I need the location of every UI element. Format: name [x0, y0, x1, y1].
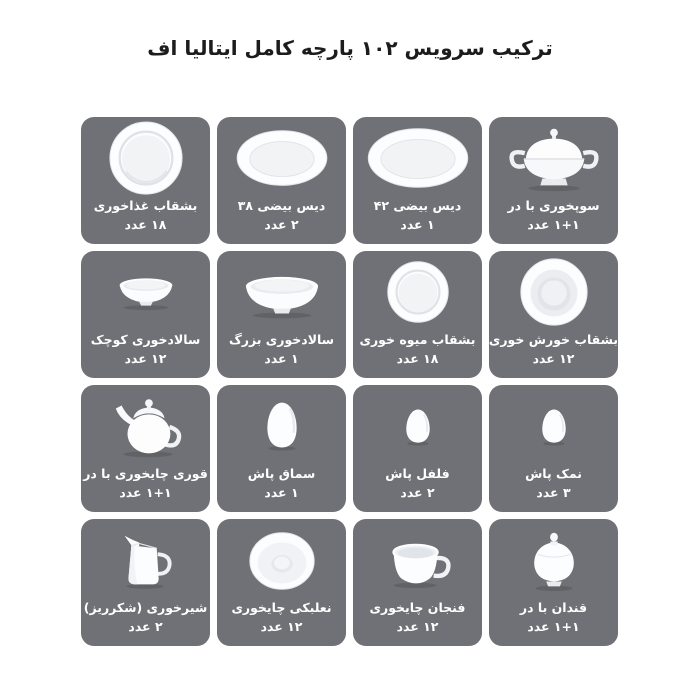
milk-jug-icon [86, 522, 206, 600]
item-count-label: ۱۲ عدد [124, 350, 167, 366]
item-count-label: ۲ عدد [128, 618, 163, 634]
tea-saucer-icon [222, 522, 342, 600]
grid-cell [81, 251, 210, 378]
grid-cell [81, 519, 210, 646]
grid-cell [81, 385, 210, 512]
item-count-label: ۳ عدد [536, 484, 571, 500]
item-count-label: ۱۲ عدد [532, 350, 575, 366]
sugar-bowl-icon [494, 522, 614, 600]
sumac-shaker-icon [222, 388, 342, 466]
grid-cell [489, 251, 618, 378]
item-count-label: ۱۸ عدد [124, 216, 167, 232]
item-name-label: سوپخوری با در [507, 198, 600, 213]
tea-cup-icon [358, 522, 478, 600]
oval-dish-38-icon [222, 120, 342, 198]
item-count-label: ۱۸ عدد [396, 350, 439, 366]
item-count-label: ۱ عدد [264, 350, 299, 366]
item-count-label: ۱ عدد [400, 216, 435, 232]
oval-dish-42-icon [358, 120, 478, 198]
grid-cell [353, 385, 482, 512]
item-name-label: شیرخوری (شکرریز) [83, 600, 208, 615]
item-name-label: قندان با در [519, 600, 588, 615]
grid-cell [489, 117, 618, 244]
grid-cell [217, 519, 346, 646]
grid-cell [353, 251, 482, 378]
items-grid [81, 117, 618, 646]
item-count-label: ۱+۱ عدد [527, 618, 580, 634]
grid-cell [489, 385, 618, 512]
teapot-icon [86, 388, 206, 466]
item-name-label: فلفل پاش [385, 466, 450, 481]
page-title: ترکیب سرویس ۱۰۲ پارچه کامل ایتالیا اف [147, 36, 553, 60]
item-name-label: بشقاب میوه خوری [359, 332, 476, 347]
salt-shaker-icon [494, 388, 614, 466]
item-name-label: بشقاب خورش خوری [489, 332, 618, 347]
item-name-label: قوری چایخوری با در [83, 466, 208, 481]
grid-cell [489, 519, 618, 646]
item-name-label: دیس بیضی ۳۸ [237, 198, 326, 213]
item-count-label: ۱+۱ عدد [527, 216, 580, 232]
grid-cell [217, 385, 346, 512]
item-count-label: ۲ عدد [400, 484, 435, 500]
item-name-label: سالادخوری کوچک [90, 332, 201, 347]
stew-plate-icon [494, 254, 614, 332]
item-count-label: ۲ عدد [264, 216, 299, 232]
salad-bowl-small-icon [86, 254, 206, 332]
grid-cell [217, 117, 346, 244]
salad-bowl-large-icon [222, 254, 342, 332]
item-name-label: بشقاب غذاخوری [93, 198, 198, 213]
item-name-label: نعلبکی چایخوری [231, 600, 332, 615]
item-count-label: ۱۲ عدد [260, 618, 303, 634]
item-name-label: سالادخوری بزرگ [228, 332, 335, 347]
item-count-label: ۱+۱ عدد [119, 484, 172, 500]
item-count-label: ۱۲ عدد [396, 618, 439, 634]
grid-cell [353, 117, 482, 244]
dinner-plate-icon [86, 120, 206, 198]
item-name-label: فنجان چایخوری [369, 600, 466, 615]
item-name-label: نمک پاش [525, 466, 582, 481]
item-name-label: سماق پاش [247, 466, 316, 481]
soup-tureen-icon [494, 120, 614, 198]
item-count-label: ۱ عدد [264, 484, 299, 500]
fruit-plate-icon [358, 254, 478, 332]
grid-cell [353, 519, 482, 646]
grid-cell [81, 117, 210, 244]
pepper-shaker-icon [358, 388, 478, 466]
grid-cell [217, 251, 346, 378]
item-name-label: دیس بیضی ۴۲ [373, 198, 462, 213]
